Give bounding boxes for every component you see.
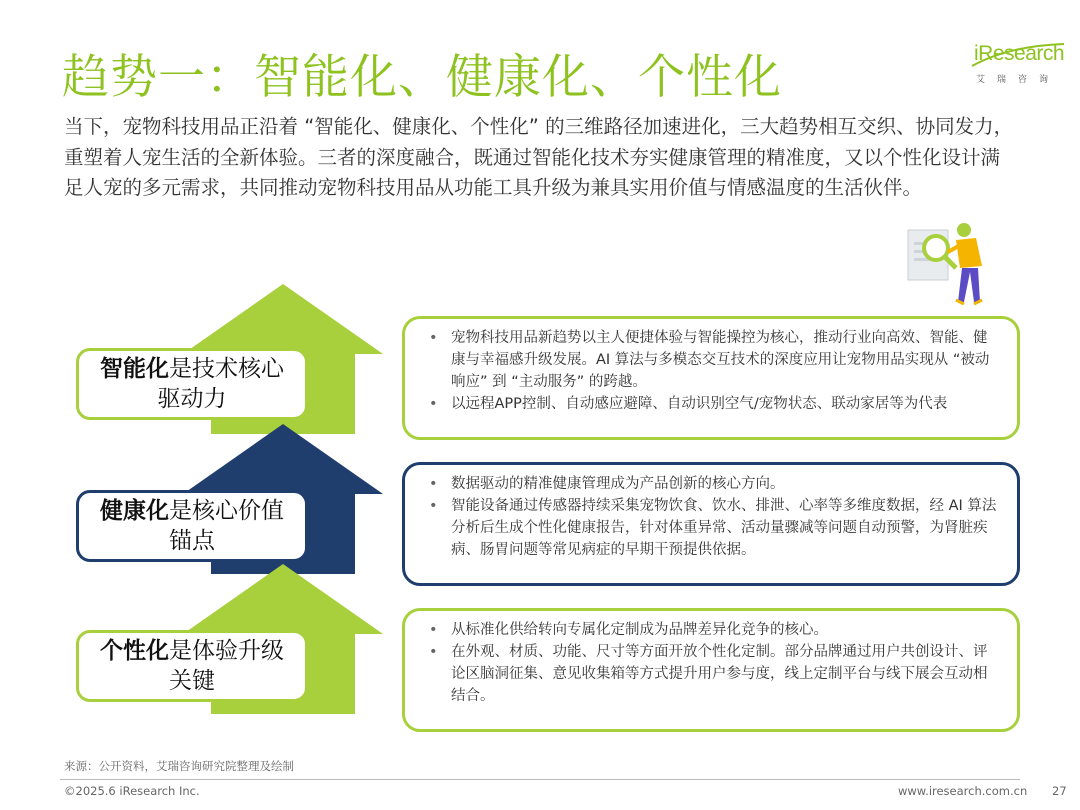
list-item: • 在外观、材质、功能、尺寸等方面开放个性化定制。部分品牌通过用户共创设计、评论区脑洞征集、意见收集箱等方式提升用户参与度，线上定制平台与线下展会互动相结合。	[427, 641, 997, 707]
trend-3-line2: 关键	[169, 668, 215, 694]
page-number: 27	[1052, 784, 1067, 798]
bullet-icon: •	[429, 396, 438, 412]
trend-2-detail	[402, 462, 1020, 586]
bullet-icon: •	[429, 476, 438, 492]
trend-1-keyword: 智能化	[100, 356, 169, 382]
bullet-icon: •	[429, 644, 438, 660]
iresearch-logo	[968, 40, 1068, 90]
trend-1-line2: 驱动力	[157, 386, 227, 412]
footer-divider	[60, 779, 1020, 780]
logo-subtitle: 艾瑞咨询	[976, 75, 1061, 85]
trend-1-label	[76, 348, 308, 420]
list-item: • 以远程APP控制、自动感应避障、自动识别空气/宠物状态、联动家居等为代表	[427, 393, 997, 415]
list-item: • 从标准化供给转向专属化定制成为品牌差异化竞争的核心。	[427, 619, 997, 641]
list-item: • 数据驱动的精准健康管理成为产品创新的核心方向。	[427, 473, 997, 495]
site-url: www.iresearch.com.cn	[898, 784, 1028, 798]
trend-1-rest: 是技术核心	[169, 356, 284, 382]
trend-2-label	[76, 490, 308, 562]
trend-3-rest: 是体验升级	[169, 638, 284, 664]
list-item: • 宠物科技用品新趋势以主人便捷体验与智能操控为核心，推动行业向高效、智能、健康与幸福感升级发展。AI 算法与多模态交互技术的深度应用让宠物用品实现从 “被动响应” 到 “主动服务” 的跨越。	[427, 327, 997, 393]
trend-2-keyword: 健康化	[100, 498, 169, 524]
trend-3-detail	[402, 608, 1020, 732]
intro-paragraph: 当下，宠物科技用品正沿着 “智能化、健康化、个性化” 的三维路径加速进化，三大趋势相互交织、协同发力，重塑着人宠生活的全新体验。三者的深度融合，既通过智能化技术夯实健康管理的精准度，又以个性化设计满足人宠的多元需求，共同推动宠物科技用品从功能工具升级为兼具实用价值与情感温度的生活伙伴。	[64, 115, 1014, 199]
bullet-icon: •	[429, 330, 438, 346]
bullet-icon: •	[429, 622, 438, 638]
logo-wordmark: iResearch	[974, 42, 1065, 65]
bullet-icon: •	[429, 498, 438, 514]
trend-2-line2: 锚点	[169, 528, 215, 554]
list-item: • 智能设备通过传感器持续采集宠物饮食、饮水、排泄、心率等多维度数据，经 AI 算法分析后生成个性化健康报告，针对体重异常、活动量骤减等问题自动预警，为肾脏疾病、肠胃问题等常见病症的早期干预提供依据。	[427, 495, 997, 561]
magnifier-person-icon	[900, 220, 1000, 308]
page-title: 趋势一：智能化、健康化、个性化	[62, 50, 782, 105]
source-note: 来源：公开资料，艾瑞咨询研究院整理及绘制	[64, 759, 294, 773]
copyright: ©2025.6 iResearch Inc.	[64, 784, 200, 798]
trend-1-detail	[402, 316, 1020, 440]
trend-3-label	[76, 630, 308, 702]
trend-2-rest: 是核心价值	[169, 498, 284, 524]
trend-3-keyword: 个性化	[100, 638, 169, 664]
